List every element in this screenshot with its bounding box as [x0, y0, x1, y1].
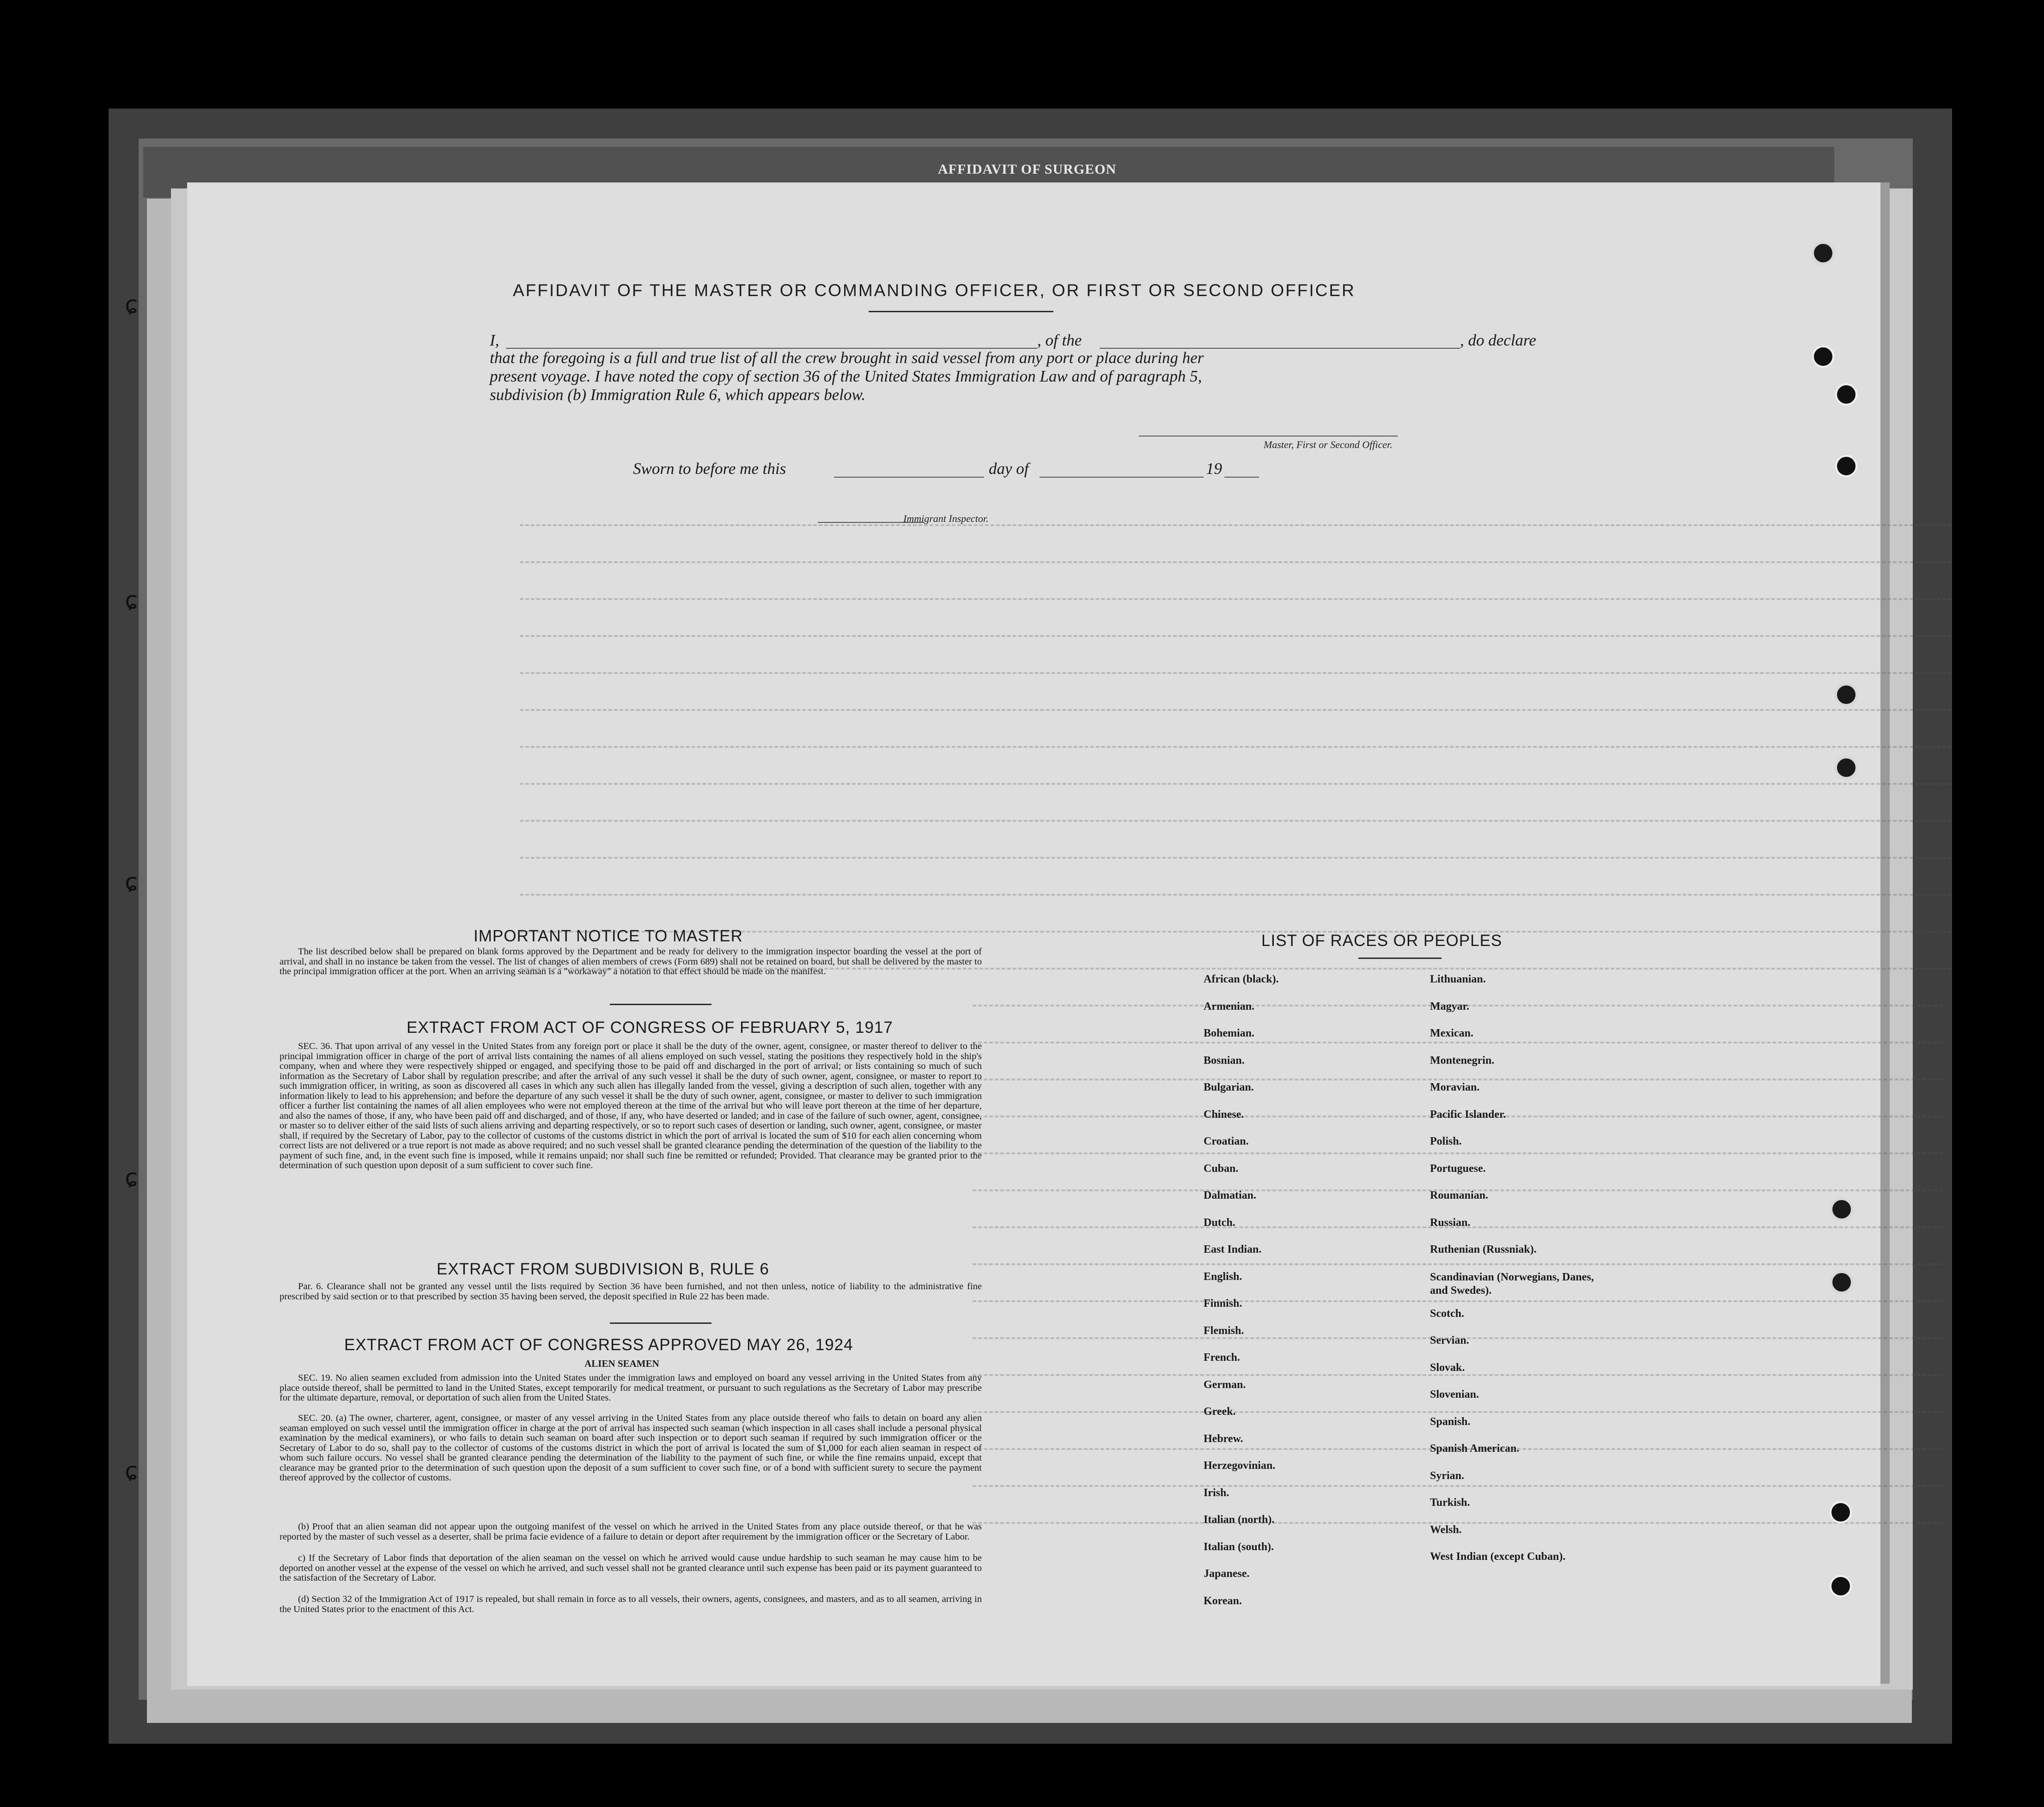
races-left-column: [1204, 973, 1279, 1622]
binding-ring-icon: ɕ: [125, 1164, 138, 1192]
year-label: 19: [1206, 460, 1222, 478]
sec-20d-text: (d) Section 32 of the Immigration Act of 1917 is repealed, but shall remain in force as to all vessels, their owners, agents, consignees, and masters, and as to all seamen, arriving in the United States prior to the enactment of this Act.: [280, 1594, 982, 1614]
day-of-label: day of: [989, 460, 1029, 478]
punch-hole-icon: [1834, 756, 1858, 780]
punch-hole-icon: [1830, 1197, 1854, 1221]
race-item: Armenian.: [1204, 1000, 1254, 1013]
extract-rule6-text: Par. 6. Clearance shall not be granted any vessel until the lists required by Section 36 have been furnished, and not then unless, notice of liability to the administrative fine prescribed by said section or to that prescribed by section 35 having been served, the deposit specified in Rule 22 has been made.: [280, 1281, 982, 1302]
master-signature-line: [1139, 436, 1398, 437]
race-item: Moravian.: [1430, 1081, 1480, 1093]
punch-hole-icon: [1834, 683, 1858, 707]
bleed-through-row: [520, 709, 1952, 712]
bleed-through-row: [520, 746, 1952, 749]
extract-1917-text: SEC. 36. That upon arrival of any vessel in the United States from any foreign port or place it shall be the duty of the owner, agent, consignee, or master thereof to deliver to the principal immigration officer in charge of the port of arrival lists containing the names of all aliens employed on such vessel, stating the positions they respectively hold in the ship's company, when and where they were respectively shipped or engaged, and specifying those to be paid off and discharged in the port of arrival; or lists containing so much of such information as the Secretary of Labor shall by regulation prescribe; and after the arrival of any such vessel it shall be the duty of such owner, agent, consignee, or master to report to such immigration officer, in writing, as soon as discovered all cases in which any such alien has illegally landed from the vessel, giving a description of such alien, together with any information likely to lead to his apprehension; and before the departure of any such vessel it shall be the duty of such owner, agent, consignee, or master to deliver to such immigration officer a further list containing the names of all alien employees who were not employed thereon at the time of the arrival but who will leave port thereon at the time of her departure, and also the names of those, if any, who have been paid off and discharged, and of those, if any, who have deserted or landed; and in case of the failure of such owner, agent, consignee, or master so to deliver either of the said lists of such aliens arriving and departing respectively, or so to report such cases of desertion or landing, such owner, agent, consignee, or master shall, if required by the Secretary of Labor, pay to the collector of customs of the customs district in which the port of arrival is located the sum of $10 for each alien concerning whom correct lists are not delivered or a true report is not made as above required; and no such vessel shall be granted clearance pending the determination of the question of the liability to the payment of such fine, and, in the event such fine is imposed, while it remains unpaid; nor shall such fine be remitted or refunded; Provided. That clearance may be granted prior to the determination of such question upon deposit of a sum sufficient to cover such fine.: [280, 1041, 982, 1170]
notice-text: The list described below shall be prepared on blank forms approved by the Department and be ready for delivery to the immigration inspector boarding the vessel at the port of arrival, and shall in no instance be taken from the vessel. The list of changes of alien members of crews (Form 689) shall not be retained on board, but shall be delivered by the master to the principal immigration officer at the port. When an arriving seaman is a "workaway" a notation to that effect should be made on the manifest.: [280, 946, 982, 976]
notice-title: IMPORTANT NOTICE TO MASTER: [474, 927, 743, 945]
race-item: Slovak.: [1430, 1361, 1465, 1374]
race-item: Syrian.: [1430, 1469, 1465, 1482]
declaration-line-3: present voyage. I have noted the copy of section 36 of the United States Immigration Law and of paragraph 5,: [490, 367, 1202, 385]
race-item: English.: [1204, 1270, 1242, 1283]
race-item: Greek.: [1204, 1406, 1236, 1418]
race-item: Croatian.: [1204, 1135, 1249, 1147]
extract-1924-title: EXTRACT FROM ACT OF CONGRESS APPROVED MAY 26, 1924: [344, 1336, 853, 1354]
race-item: Spanish American.: [1430, 1443, 1520, 1455]
extract-1917-title: EXTRACT FROM ACT OF CONGRESS OF FEBRUARY 5, 1917: [407, 1019, 893, 1037]
race-item: Japanese.: [1204, 1568, 1250, 1580]
race-item: Italian (north).: [1204, 1514, 1275, 1526]
race-item: Bohemian.: [1204, 1027, 1255, 1039]
declaration-line-1-start: I,: [490, 331, 499, 349]
binding-ring-icon: ɕ: [125, 1457, 138, 1485]
sec-20c-text: c) If the Secretary of Labor finds that deportation of the alien seaman on the vessel on which he arrived would cause undue hardship to such seaman he may cause him to be deported on another vessel at the expense of the vessel on which he arrived, and such vessel shall not be granted clearance until such expense has been paid or its payment guaranteed to the satisfaction of the Secretary of Labor.: [280, 1553, 982, 1583]
race-item: Finnish.: [1204, 1298, 1242, 1310]
race-item: Chinese.: [1204, 1108, 1244, 1121]
declaration-line-1-mid: , of the: [1037, 331, 1082, 349]
sworn-day-blank-line: [834, 477, 984, 478]
race-item: Irish.: [1204, 1486, 1229, 1499]
race-item: Montenegrin.: [1430, 1054, 1495, 1067]
punch-hole-icon: [1830, 1270, 1854, 1294]
race-item: French.: [1204, 1352, 1240, 1364]
race-item: Turkish.: [1430, 1497, 1470, 1509]
inspector-label: Immigrant Inspector.: [903, 513, 989, 524]
extract-rule6-title: EXTRACT FROM SUBDIVISION B, RULE 6: [437, 1260, 769, 1278]
race-item: Welsh.: [1430, 1523, 1462, 1536]
race-item: Bulgarian.: [1204, 1081, 1254, 1093]
bleed-through-row: [520, 820, 1952, 823]
master-signature-label: Master, First or Second Officer.: [1264, 439, 1393, 450]
race-item: Lithuanian.: [1430, 973, 1486, 985]
declaration-line-1-end: , do declare: [1460, 331, 1536, 349]
punch-hole-icon: [1835, 455, 1857, 477]
binding-ring-icon: ɕ: [125, 868, 138, 896]
bleed-through-row: [520, 598, 1952, 601]
bleed-through-row: [520, 524, 1952, 527]
race-item: Scandinavian (Norwegians, Danes, and Swedes).: [1430, 1271, 1594, 1297]
manifest-page: [187, 182, 1880, 1686]
race-item: East Indian.: [1204, 1243, 1262, 1255]
race-item: Bosnian.: [1204, 1054, 1245, 1067]
race-item: Pacific Islander.: [1430, 1108, 1506, 1121]
race-item: Cuban.: [1204, 1162, 1239, 1175]
punch-hole-icon: [1811, 241, 1835, 265]
race-item: Hebrew.: [1204, 1432, 1243, 1445]
race-item: Polish.: [1430, 1135, 1462, 1147]
declaration-line-2: that the foregoing is a full and true list of all the crew brought in said vessel from any port or place during her: [490, 349, 1204, 367]
punch-hole-icon: [1812, 346, 1834, 368]
race-item: Italian (south).: [1204, 1540, 1274, 1553]
race-item: Herzegovinian.: [1204, 1460, 1276, 1472]
alien-seamen-subtitle: ALIEN SEAMEN: [584, 1358, 659, 1369]
declaration-line-4: subdivision (b) Immigration Rule 6, which appears below.: [490, 386, 866, 404]
race-item: Roumanian.: [1430, 1189, 1489, 1201]
section-divider: [610, 1004, 712, 1005]
title-underline: [869, 311, 1053, 312]
race-item: Dutch.: [1204, 1216, 1235, 1229]
binding-ring-icon: ɕ: [125, 587, 138, 614]
race-item: Flemish.: [1204, 1324, 1244, 1337]
bleed-through-row: [520, 561, 1952, 564]
binding-ring-icon: ɕ: [125, 291, 138, 319]
bleed-through-row: [520, 672, 1952, 675]
sec-20b-text: (b) Proof that an alien seaman did not appear upon the outgoing manifest of the vessel on which he arrived in the United States from any place outside thereof, or that he was reported by the master of such vessel as a deserter, shall be prima facie evidence of a failure to detain or deport after requirement by the immigration officer or the Secretary of Labor.: [280, 1522, 982, 1542]
race-item: Scotch.: [1430, 1307, 1464, 1320]
race-item: African (black).: [1204, 973, 1279, 985]
race-item: Spanish.: [1430, 1415, 1471, 1428]
bleed-through-row: [520, 857, 1952, 860]
affidavit-title: AFFIDAVIT OF THE MASTER OR COMMANDING OFFICER, OR FIRST OR SECOND OFFICER: [513, 281, 1356, 300]
sec-19-text: SEC. 19. No alien seamen excluded from admission into the United States under the immigration laws and employed on board any vessel arriving in the United States from any place outside thereof, shall be permitted to land in the United States, except temporarily for medical treatment, or pursuant to such regulations as the Secretary of Labor may prescribe for the ultimate departure, removal, or deportation of such alien from the United States.: [280, 1373, 982, 1403]
bleed-through-row: [520, 783, 1952, 786]
race-item: Dalmatian.: [1204, 1189, 1256, 1201]
race-item: German.: [1204, 1378, 1246, 1391]
race-item: West Indian (except Cuban).: [1430, 1551, 1566, 1563]
race-item: Russian.: [1430, 1216, 1471, 1229]
surgeon-affidavit-title: AFFIDAVIT OF SURGEON: [938, 162, 1117, 177]
race-item: Mexican.: [1430, 1027, 1473, 1039]
race-item: Servian.: [1430, 1334, 1469, 1346]
races-title: LIST OF RACES OR PEOPLES: [1261, 932, 1503, 950]
race-item: Ruthenian (Russniak).: [1430, 1243, 1537, 1255]
races-right-column: [1430, 973, 1596, 1578]
bleed-through-row: [520, 894, 1952, 897]
punch-hole-icon: [1830, 1575, 1852, 1597]
race-item: Slovenian.: [1430, 1389, 1479, 1401]
race-item: Korean.: [1204, 1595, 1242, 1607]
bleed-through-row: [520, 635, 1952, 638]
section-divider: [610, 1322, 712, 1324]
race-item: Magyar.: [1430, 1000, 1470, 1013]
punch-hole-icon: [1830, 1501, 1852, 1523]
sworn-label: Sworn to before me this: [633, 460, 786, 478]
month-blank-line: [1040, 477, 1204, 478]
punch-hole-icon: [1835, 383, 1857, 406]
year-blank-line: [1224, 477, 1259, 478]
sec-20-text: SEC. 20. (a) The owner, charterer, agent, consignee, or master of any vessel arriving in the United States from any place outside thereof who fails to detain on board any alien seaman employed on such vessel until the immigration officer in charge at the port of arrival has inspected such seaman (which inspection in all cases shall include a personal physical examination by the medical examiners), or who fails to detain such seaman on board after such inspection or to deport such seaman if required by such immigration officer or the Secretary of Labor to do so, shall pay to the collector of customs of the customs district in which the port of arrival is located the sum of $1,000 for each alien seaman in respect of whom such failure occurs. No vessel shall be granted clearance pending the determination of the liability to the payment of such fine, or while the fine remains unpaid, except that clearance may be granted prior to the determination of such question upon the deposit of a sum sufficient to cover such fine, or of a bond with sufficient surety to secure the payment thereof approved by the collector of customs.: [280, 1413, 982, 1483]
race-item: Portuguese.: [1430, 1162, 1486, 1175]
races-title-underline: [1358, 958, 1442, 959]
